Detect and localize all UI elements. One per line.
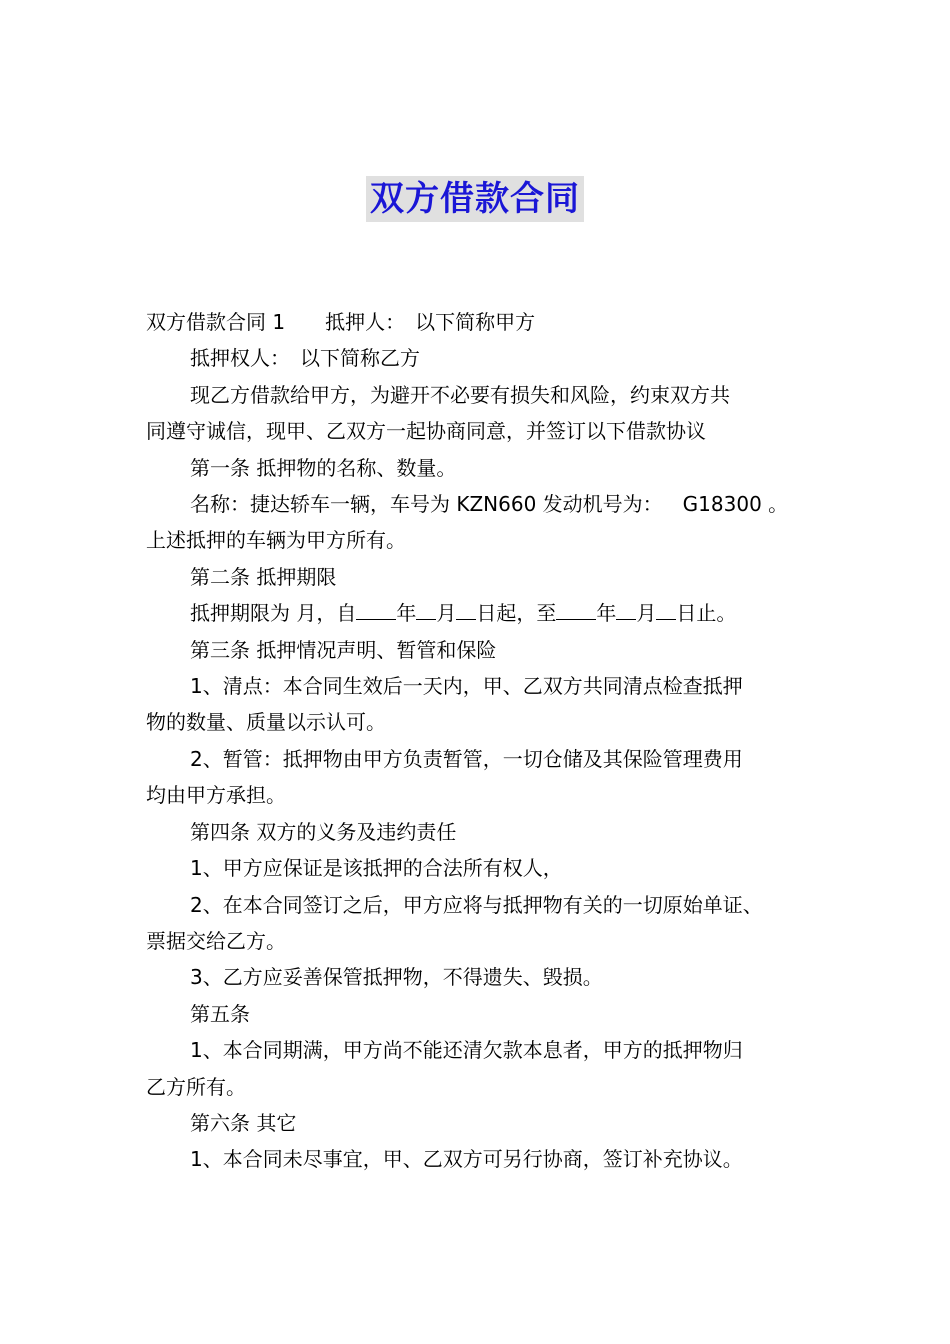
article-5-clause-1-line-1: 1、本合同期满，甲方尚不能还清欠款本息者，甲方的抵押物归: [190, 1038, 743, 1063]
mortgagee-label: 抵押权人：: [190, 346, 290, 371]
intro-mortgagor-alias: 以下简称甲方: [415, 310, 536, 334]
article-3-clause-1-line-2: 物的数量、质量以示认可。: [146, 710, 386, 735]
article-1-name-line: [146, 486, 822, 522]
article-4-clause-2-line-1: 2、在本合同签订之后，甲方应将与抵押物有关的一切原始单证、: [190, 892, 763, 917]
article-6-title: 第六条 其它: [190, 1110, 297, 1135]
document-title: 双方借款合同: [366, 176, 584, 222]
article-4-clause-3: 3、乙方应妥善保管抵押物，不得遗失、毁损。: [190, 965, 603, 990]
intro-mortgagor-label: 抵押人：: [325, 310, 406, 334]
title-container: [0, 176, 950, 222]
mortgagee-alias: 以下简称乙方: [300, 346, 420, 371]
period-month-label: 月: [436, 601, 457, 626]
article-3-clause-1-line-1: 1、清点：本合同生效后一天内，甲、乙双方共同清点检查抵押: [190, 674, 743, 699]
period-end-month-label: 月: [636, 601, 657, 626]
article-2-period-line: [146, 595, 822, 631]
article-1-owner-line: 上述抵押的车辆为甲方所有。: [146, 528, 406, 553]
blank-start-month: [416, 597, 436, 620]
mortgagee-line: [146, 340, 822, 376]
purpose-line-1: 现乙方借款给甲方，为避开不必要有损失和风险，约束双方共: [190, 382, 730, 407]
intro-contract-name: 双方借款合同 1: [146, 310, 286, 334]
intro-line: [146, 304, 822, 340]
blank-start-day: [456, 597, 476, 620]
article-3-clause-2-line-2: 均由甲方承担。: [146, 783, 286, 808]
purpose-line-2: 同遵守诚信，现甲、乙双方一起协商同意，并签订以下借款协议: [146, 419, 706, 444]
blank-end-day: [656, 597, 676, 620]
article-3-clause-2-line-1: 2、暂管：抵押物由甲方负责暂管，一切仓储及其保险管理费用: [190, 746, 743, 771]
article-4-clause-1: 1、甲方应保证是该抵押的合法所有权人，: [190, 856, 563, 881]
period-day-from-label: 日起，至: [476, 601, 557, 626]
article-1-engine-number: G18300 。: [682, 492, 789, 517]
blank-end-year: [556, 597, 596, 620]
article-1-name-text: 名称：捷达轿车一辆，车号为 KZN660 发动机号为：: [190, 492, 663, 517]
article-1-title: 第一条 抵押物的名称、数量。: [190, 455, 457, 480]
article-5-title: 第五条: [190, 1001, 250, 1026]
period-year-label: 年: [396, 601, 417, 626]
article-2-title: 第二条 抵押期限: [190, 564, 337, 589]
period-end-year-label: 年: [596, 601, 617, 626]
period-text-start: 抵押期限为 月，自: [190, 601, 357, 626]
period-end-label: 日止。: [676, 601, 737, 626]
blank-end-month: [616, 597, 636, 620]
article-3-title: 第三条 抵押情况声明、暂管和保险: [190, 637, 497, 662]
article-6-clause-1: 1、本合同未尽事宜，甲、乙双方可另行协商，签订补充协议。: [190, 1147, 743, 1172]
article-4-clause-2-line-2: 票据交给乙方。: [146, 928, 286, 953]
document-body: [146, 304, 822, 1178]
blank-start-year: [356, 597, 396, 620]
article-5-clause-1-line-2: 乙方所有。: [146, 1074, 246, 1099]
article-4-title: 第四条 双方的义务及违约责任: [190, 819, 457, 844]
